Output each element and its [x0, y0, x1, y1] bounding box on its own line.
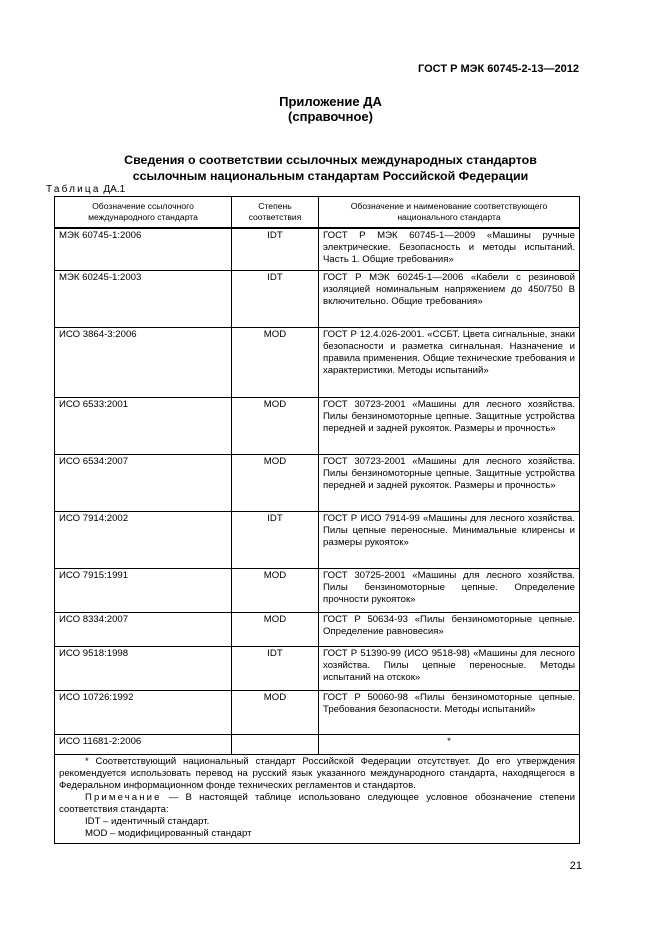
table-row: [55, 228, 580, 270]
cell-international-standard: ИСО 7915:1991: [55, 568, 232, 612]
header-national-standard: Обозначение и наименование соответствующего национального стандарта: [319, 197, 580, 229]
document-header: ГОСТ Р МЭК 60745-2-13—2012: [418, 63, 579, 75]
table-label: [46, 184, 125, 195]
cell-degree: IDT: [232, 646, 319, 690]
cell-degree: MOD: [232, 327, 319, 397]
cell-international-standard: ИСО 11681-2:2006: [55, 734, 232, 754]
note-label: Примечание: [85, 791, 162, 803]
header-degree: Степень соответствия: [232, 197, 319, 229]
table-header-row: [55, 197, 580, 229]
note-body: — В настоящей таблице использовано следующее условное обозначение степени соответствия стандарта:: [59, 791, 575, 815]
cell-degree: MOD: [232, 397, 319, 454]
cell-international-standard: ИСО 9518:1998: [55, 646, 232, 690]
table-row: [55, 690, 580, 734]
cell-degree: MOD: [232, 568, 319, 612]
note-item-mod: MOD – модифицированный стандарт: [85, 827, 252, 839]
cell-international-standard: ИСО 7914:2002: [55, 511, 232, 568]
cell-national-standard: ГОСТ Р МЭК 60245-1—2006 «Кабели с резиновой изоляцией номинальным напряжением до 450/750 В включительно. Общие требования»: [319, 270, 580, 327]
cell-degree: MOD: [232, 690, 319, 734]
cell-national-standard: ГОСТ Р ИСО 7914-99 «Машины для лесного хозяйства. Пилы цепные переносные. Минимальные клиренсы и размеры рукояток»: [319, 511, 580, 568]
cell-international-standard: ИСО 10726:1992: [55, 690, 232, 734]
cell-degree: IDT: [232, 511, 319, 568]
table-label-number: ДА.1: [100, 184, 126, 195]
cell-degree: IDT: [232, 270, 319, 327]
table-row: [55, 270, 580, 327]
section-title-line-1: Сведения о соответствии ссылочных международных стандартов: [124, 153, 537, 167]
appendix-subtitle: (справочное): [288, 109, 373, 124]
page-number: 21: [569, 860, 582, 872]
table-row: [55, 397, 580, 454]
appendix-heading: [0, 94, 661, 124]
cell-international-standard: ИСО 6534:2007: [55, 454, 232, 511]
cell-international-standard: ИСО 3864-3:2006: [55, 327, 232, 397]
section-title: [0, 152, 661, 184]
table-row: [55, 454, 580, 511]
note-item-idt: IDT – идентичный стандарт.: [85, 815, 210, 827]
header-international-standard: Обозначение ссылочного международного стандарта: [55, 197, 232, 229]
cell-national-standard: ГОСТ Р 12.4.026-2001. «ССБТ. Цвета сигнальные, знаки безопасности и разметка сигнальная. Назначение и правила применения. Общие технические требования и характеристики. Методы испытаний»: [319, 327, 580, 397]
table-row: [55, 327, 580, 397]
table-row: [55, 734, 580, 754]
table-footnote-row: [55, 754, 580, 843]
cell-degree: MOD: [232, 612, 319, 646]
table-row: [55, 568, 580, 612]
table-body: [55, 228, 580, 843]
table-row: [55, 612, 580, 646]
cell-international-standard: МЭК 60745-1:2006: [55, 228, 232, 270]
cell-national-standard: ГОСТ Р 51390-99 (ИСО 9518-98) «Машины для лесного хозяйства. Пилы цепные переносные. Методы испытаний на отскок»: [319, 646, 580, 690]
footnote-text: * Соответствующий национальный стандарт Российской Федерации отсутствует. До его утверждения рекомендуется использовать перевод на русский язык указанного международного стандарта, находящегося в Федеральном информационном фонде технических регламентов и стандартов.: [59, 755, 575, 791]
cell-international-standard: ИСО 8334:2007: [55, 612, 232, 646]
cell-degree: [232, 734, 319, 754]
table-row: [55, 646, 580, 690]
table-row: [55, 511, 580, 568]
cell-national-standard: *: [319, 734, 580, 754]
cell-national-standard: ГОСТ 30723-2001 «Машины для лесного хозяйства. Пилы бензиномоторные цепные. Защитные устройства передней и задней рукояток. Размеры и прочность»: [319, 397, 580, 454]
appendix-title: Приложение ДА: [279, 94, 382, 109]
table-label-word: Таблица: [46, 184, 101, 195]
cell-national-standard: ГОСТ Р 50634-93 «Пилы бензиномоторные цепные. Определение равновесия»: [319, 612, 580, 646]
cell-degree: MOD: [232, 454, 319, 511]
cell-national-standard: ГОСТ Р 50060-98 «Пилы бензиномоторные цепные. Требования безопасности. Методы испытаний»: [319, 690, 580, 734]
cell-national-standard: ГОСТ 30725-2001 «Машины для лесного хозяйства. Пилы бензиномоторные цепные. Определение прочности рукояток»: [319, 568, 580, 612]
note-text: [59, 792, 575, 816]
cell-international-standard: ИСО 6533:2001: [55, 397, 232, 454]
cell-national-standard: ГОСТ 30723-2001 «Машины для лесного хозяйства. Пилы бензиномоторные цепные. Защитные устройства передней и задней рукояток. Размеры и прочность»: [319, 454, 580, 511]
correspondence-table: [54, 196, 580, 844]
cell-degree: IDT: [232, 228, 319, 270]
section-title-line-2: ссылочным национальным стандартам Российской Федерации: [132, 169, 529, 183]
cell-international-standard: МЭК 60245-1:2003: [55, 270, 232, 327]
cell-national-standard: ГОСТ Р МЭК 60745-1—2009 «Машины ручные электрические. Безопасность и методы испытаний. Часть 1. Общие требования»: [319, 228, 580, 270]
table-footnote: [55, 754, 580, 843]
